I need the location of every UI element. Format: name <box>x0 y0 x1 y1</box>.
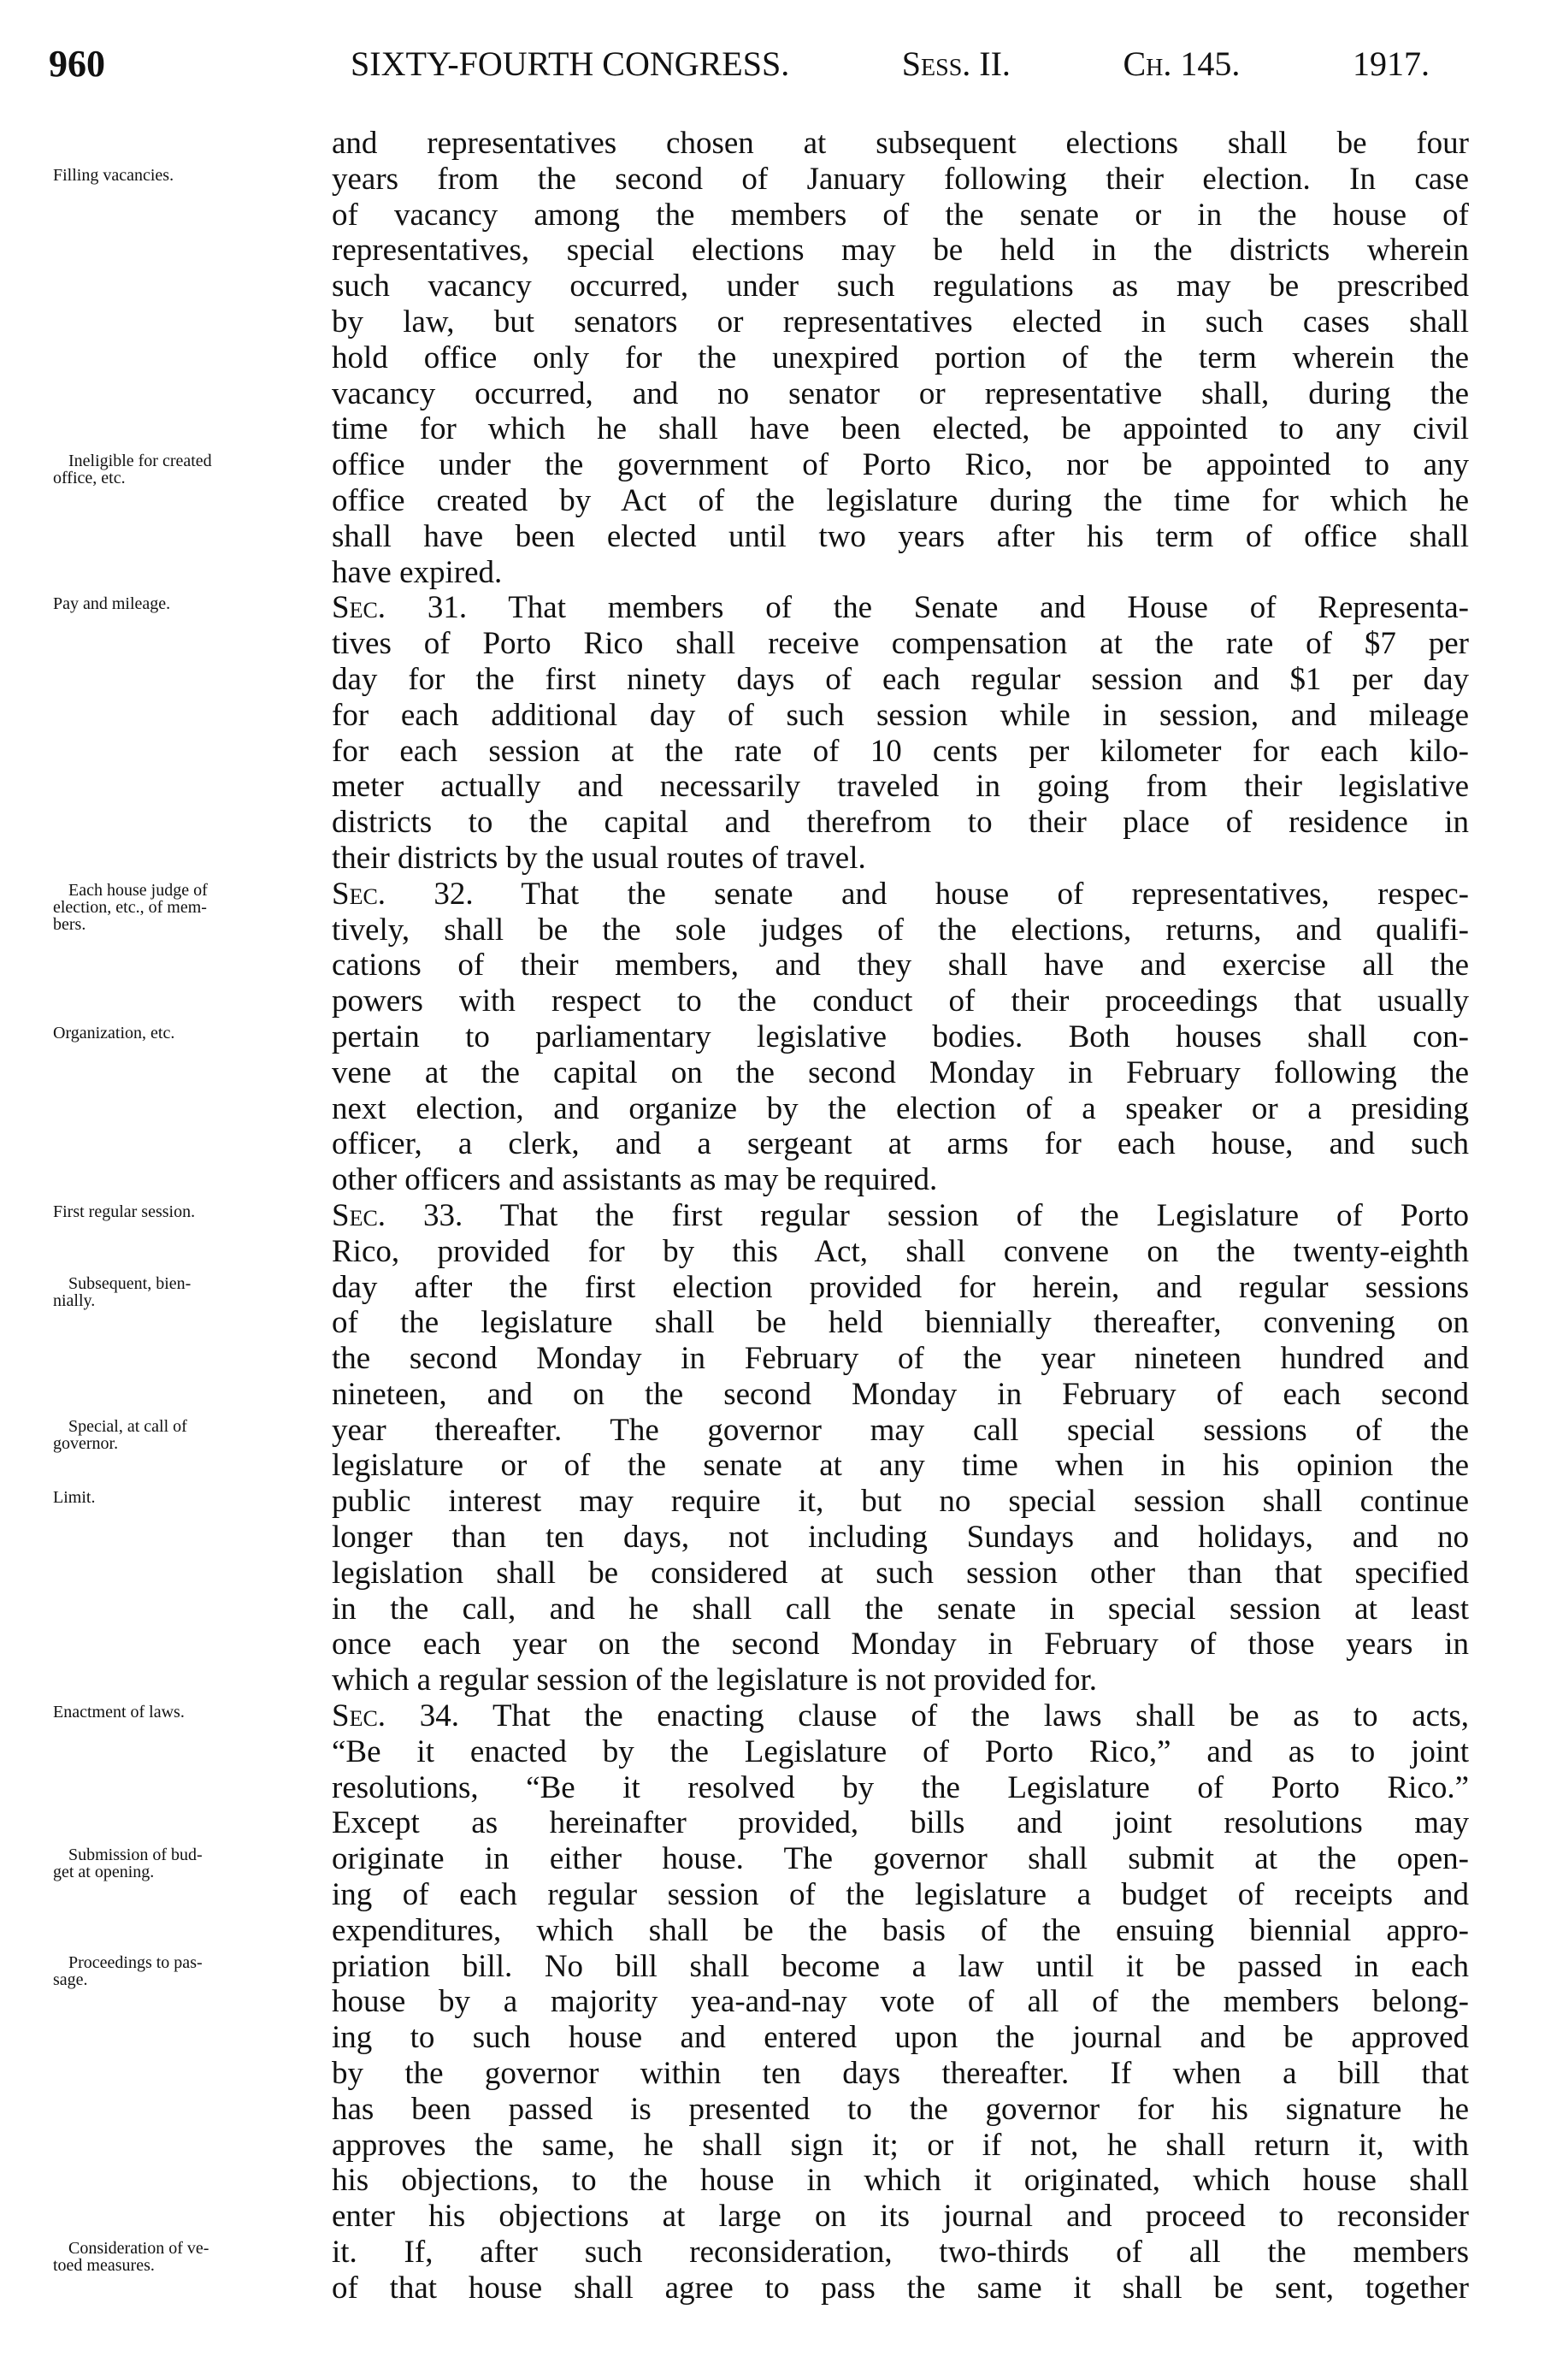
line-text: of that house shall agree to pass the same it shall be sent, together <box>332 2270 1469 2306</box>
line-text: time for which he shall have been elected, be appointed to any civil <box>332 411 1469 447</box>
text-line <box>332 2092 1469 2128</box>
text-line <box>332 769 1469 805</box>
line-text: That members of the Senate and House of Representa- <box>467 590 1469 626</box>
page-number: 960 <box>49 43 105 85</box>
text-line <box>332 519 1469 555</box>
congress-title: SIXTY-FOURTH CONGRESS. <box>351 44 790 83</box>
margin-note-line: election, etc., of mem- <box>53 897 207 917</box>
running-header <box>0 43 1551 86</box>
margin-note <box>53 1025 301 1042</box>
line-text: has been passed is presented to the governor for his signature he <box>332 2091 1469 2127</box>
margin-note-line: Subsequent, bien- <box>68 1273 192 1293</box>
text-line <box>332 1984 1469 2020</box>
text-line <box>332 1556 1469 1592</box>
margin-note-line: get at opening. <box>53 1863 155 1882</box>
line-text: tively, shall be the sole judges of the elections, returns, and qualifi- <box>332 912 1469 948</box>
line-text: Rico, provided for by this Act, shall convene on the twenty-eighth <box>332 1233 1469 1269</box>
text-line <box>53 1948 1469 1989</box>
section-number: Sec. 31. <box>332 590 468 626</box>
text-line <box>332 1520 1469 1556</box>
margin-note-line: Consideration of ve- <box>68 2239 209 2259</box>
line-text: pertain to parliamentary legislative bodies. Both houses shall con- <box>332 1019 1469 1054</box>
text-line <box>53 161 1469 198</box>
line-text: have expired. <box>332 554 503 590</box>
margin-note-line: First regular session. <box>53 1202 196 1221</box>
text-line <box>332 1341 1469 1377</box>
line-text: nineteen, and on the second Monday in February of each second <box>332 1376 1469 1412</box>
margin-note-line: governor. <box>53 1433 119 1453</box>
margin-note-line: Limit. <box>53 1488 96 1508</box>
margin-note <box>53 595 301 612</box>
text-line <box>53 2235 1469 2276</box>
line-text: powers with respect to the conduct of their proceedings that usually <box>332 983 1469 1019</box>
text-line <box>332 698 1469 734</box>
text-line <box>332 233 1469 269</box>
session-label: Sess. II. <box>901 44 1011 83</box>
margin-note <box>53 1846 301 1881</box>
text-line <box>332 662 1469 698</box>
line-text: “Be it enacted by the Legislature of Porto Rico,” and as to joint <box>332 1733 1469 1769</box>
section-number: Sec. 32. <box>332 876 474 912</box>
margin-note-line: bers. <box>53 914 86 934</box>
text-line <box>332 626 1469 662</box>
line-text: cations of their members, and they shall have and exercise all the <box>332 948 1469 983</box>
line-text: of the legislature shall be held biennially thereafter, convening on <box>332 1305 1469 1341</box>
running-head-title <box>351 43 1430 86</box>
line-text: their districts by the usual routes of travel. <box>332 840 866 876</box>
margin-note-line: Each house judge of <box>68 880 208 900</box>
margin-note-line: Filling vacancies. <box>53 165 174 185</box>
line-text: legislation shall be considered at such session other than that specified <box>332 1555 1469 1591</box>
margin-note-line: Enactment of laws. <box>53 1703 185 1722</box>
line-text: year thereafter. The governor may call special sessions of the <box>332 1412 1469 1448</box>
margin-note-line: Special, at call of <box>68 1416 187 1436</box>
margin-note-line: nially. <box>53 1290 96 1310</box>
margin-note-line: office, etc. <box>53 469 126 488</box>
line-text: which a regular session of the legislature is not provided for. <box>332 1662 1097 1698</box>
text-line <box>53 1484 1469 1520</box>
text-line <box>53 1412 1469 1453</box>
text-line <box>332 2163 1469 2199</box>
line-text: vacancy occurred, and no senator or representative shall, during the <box>332 375 1469 411</box>
margin-note <box>53 452 301 487</box>
line-text: officer, a clerk, and a sergeant at arms for each house, and such <box>332 1126 1469 1162</box>
line-text: ing of each regular session of the legislature a budget of receipts and <box>332 1877 1469 1913</box>
text-line <box>332 483 1469 519</box>
line-text: other officers and assistants as may be required. <box>332 1162 938 1198</box>
line-text: shall have been elected until two years after his term of office shall <box>332 518 1469 554</box>
line-text: vene at the capital on the second Monday in February following the <box>332 1054 1469 1090</box>
line-text: legislature or of the senate at any time when in his opinion the <box>332 1448 1469 1484</box>
line-text: day after the first election provided for herein, and regular sessions <box>332 1269 1469 1305</box>
text-line <box>332 948 1469 983</box>
margin-note-line: Proceedings to pas- <box>68 1952 203 1972</box>
text-line <box>332 1377 1469 1413</box>
margin-note <box>53 167 301 184</box>
line-text: resolutions, “Be it resolved by the Legislature of Porto Rico.” <box>332 1769 1469 1805</box>
text-line <box>332 304 1469 340</box>
text-line <box>53 447 1469 488</box>
margin-note-line: Ineligible for created <box>68 452 212 471</box>
margin-note <box>53 1275 301 1309</box>
margin-note-line: Pay and mileage. <box>53 594 171 614</box>
text-line <box>332 983 1469 1019</box>
line-text: That the enacting clause of the laws shall be as to acts, <box>458 1698 1469 1734</box>
line-text: originate in either house. The governor shall submit at the open- <box>332 1841 1469 1877</box>
line-text: districts to the capital and therefrom to their place of residence in <box>332 805 1469 841</box>
text-line <box>332 1877 1469 1913</box>
line-text: Except as hereinafter provided, bills and joint resolutions may <box>332 1805 1469 1841</box>
margin-note <box>53 1954 301 1988</box>
line-text: representatives, special elections may be held in the districts wherein <box>332 233 1469 269</box>
margin-note <box>53 1704 301 1721</box>
text-line <box>332 734 1469 770</box>
statute-body-text <box>53 126 1469 2306</box>
text-line <box>332 1592 1469 1627</box>
margin-note <box>53 1203 301 1220</box>
text-line <box>332 2199 1469 2235</box>
text-line <box>332 1627 1469 1662</box>
text-line <box>332 2128 1469 2164</box>
line-text: tives of Porto Rico shall receive compensation at the rate of $7 per <box>332 626 1469 662</box>
text-line <box>332 1305 1469 1341</box>
chapter-label: Ch. 145. <box>1123 44 1241 83</box>
text-line <box>332 411 1469 447</box>
margin-note-line: Organization, etc. <box>53 1023 175 1042</box>
line-text: it. If, after such reconsideration, two-thirds of all the members <box>332 2235 1469 2271</box>
line-text: years from the second of January following their election. In case <box>332 161 1469 197</box>
line-text: next election, and organize by the election of a speaker or a presiding <box>332 1090 1469 1126</box>
line-text: once each year on the second Monday in February of those years in <box>332 1627 1469 1662</box>
text-line <box>332 841 1469 877</box>
text-line <box>53 1197 1469 1234</box>
text-line <box>332 1055 1469 1091</box>
text-line <box>332 340 1469 376</box>
line-text: house by a majority yea-and-nay vote of all of the members belong- <box>332 1984 1469 2020</box>
text-line <box>332 1162 1469 1198</box>
text-line <box>332 198 1469 233</box>
text-line <box>332 1913 1469 1949</box>
margin-note-line: Submission of bud- <box>68 1846 203 1865</box>
section-number: Sec. 34. <box>332 1698 459 1734</box>
section-number: Sec. 33. <box>332 1197 463 1233</box>
text-line <box>332 1234 1469 1270</box>
line-text: expenditures, which shall be the basis of the ensuing biennial appro- <box>332 1912 1469 1948</box>
line-text: and representatives chosen at subsequent elections shall be four <box>332 126 1469 161</box>
text-line <box>332 805 1469 841</box>
line-text: office under the government of Porto Rico, nor be appointed to any <box>332 447 1469 483</box>
line-text: the second Monday in February of the year nineteen hundred and <box>332 1341 1469 1377</box>
margin-note <box>53 1418 301 1452</box>
line-text: his objections, to the house in which it originated, which house shall <box>332 2163 1469 2199</box>
text-line <box>332 2056 1469 2092</box>
text-line <box>332 1662 1469 1698</box>
text-line <box>332 1770 1469 1806</box>
line-text: office created by Act of the legislature during the time for which he <box>332 482 1469 518</box>
text-line <box>332 269 1469 304</box>
text-line <box>332 1805 1469 1841</box>
text-line <box>332 376 1469 412</box>
text-line <box>53 1019 1469 1055</box>
text-line <box>332 1126 1469 1162</box>
line-text: by law, but senators or representatives elected in such cases shall <box>332 304 1469 340</box>
line-text: such vacancy occurred, under such regulations as may be prescribed <box>332 269 1469 304</box>
line-text: day for the first ninety days of each regular session and $1 per day <box>332 661 1469 697</box>
line-text: enter his objections at large on its journal and proceed to reconsider <box>332 2199 1469 2235</box>
line-text: That the first regular session of the Legislature of Porto <box>463 1197 1469 1233</box>
text-line <box>332 912 1469 948</box>
text-line <box>332 2020 1469 2056</box>
line-text: for each additional day of such session while in session, and mileage <box>332 697 1469 733</box>
line-text: ing to such house and entered upon the journal and be approved <box>332 2020 1469 2056</box>
margin-note <box>53 2240 301 2274</box>
text-line <box>332 555 1469 591</box>
line-text: public interest may require it, but no special session shall continue <box>332 1484 1469 1520</box>
margin-note-line: sage. <box>53 1970 88 1989</box>
text-line <box>332 126 1469 162</box>
line-text: priation bill. No bill shall become a law until it be passed in each <box>332 1948 1469 1984</box>
line-text: by the governor within ten days thereafter. If when a bill that <box>332 2056 1469 2092</box>
line-text: meter actually and necessarily traveled in going from their legislative <box>332 769 1469 805</box>
text-line <box>332 1091 1469 1127</box>
line-text: of vacancy among the members of the senate or in the house of <box>332 197 1469 233</box>
line-text: for each session at the rate of 10 cents per kilometer for each kilo- <box>332 733 1469 769</box>
text-line <box>53 1269 1469 1310</box>
line-text: hold office only for the unexpired portion of the term wherein the <box>332 340 1469 375</box>
text-line <box>332 1734 1469 1770</box>
margin-note <box>53 882 301 933</box>
line-text: approves the same, he shall sign it; or if not, he shall return it, with <box>332 2127 1469 2163</box>
margin-note <box>53 1489 301 1506</box>
text-line <box>332 1448 1469 1484</box>
text-line <box>53 590 1469 626</box>
line-text: longer than ten days, not including Sundays and holidays, and no <box>332 1520 1469 1556</box>
text-line <box>332 2271 1469 2306</box>
year-label: 1917. <box>1352 44 1430 83</box>
line-text: That the senate and house of representatives, respec- <box>473 876 1469 912</box>
line-text: in the call, and he shall call the senate in special session at least <box>332 1591 1469 1627</box>
text-line <box>53 1698 1469 1734</box>
text-line <box>53 1841 1469 1882</box>
margin-note-line: toed measures. <box>53 2256 155 2276</box>
